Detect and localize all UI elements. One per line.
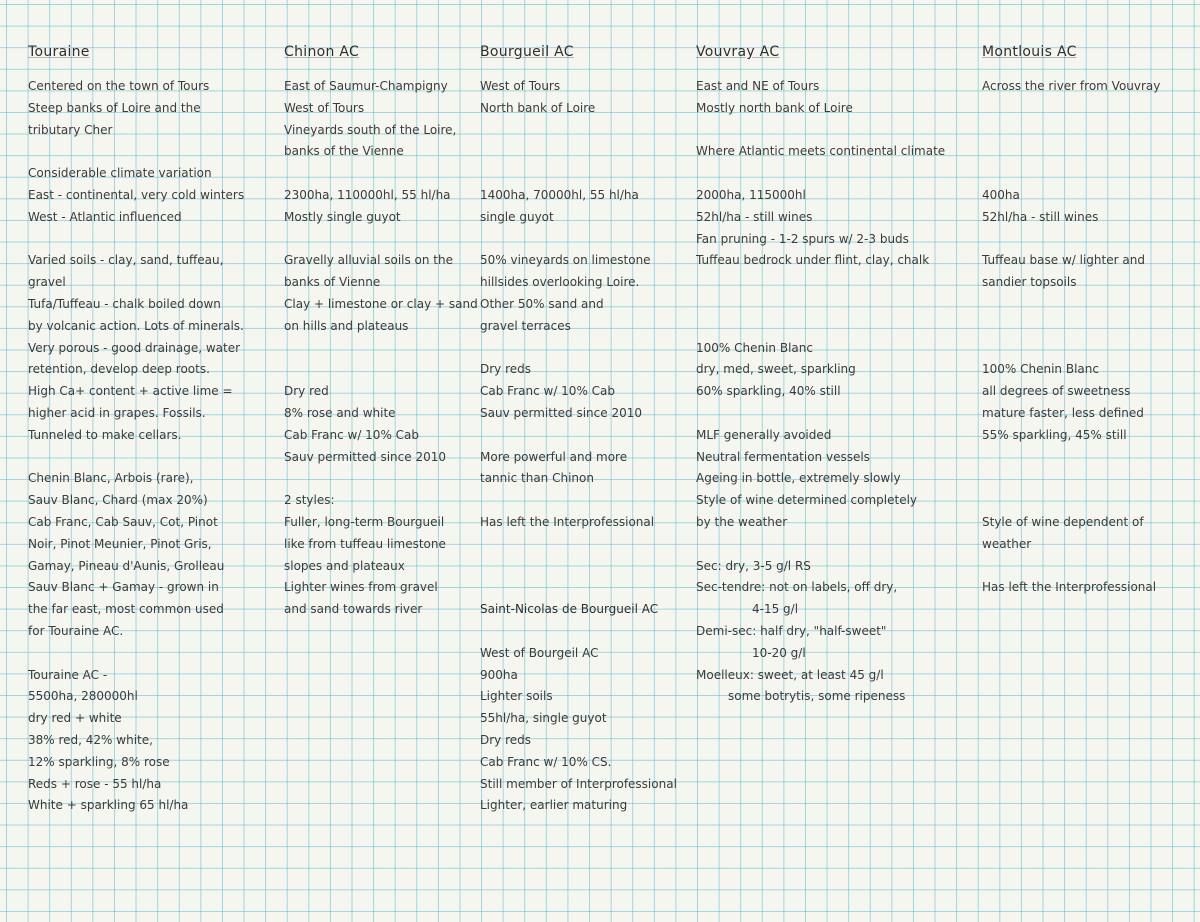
note-line: Demi-sec: half dry, "half-sweet" [696, 623, 887, 638]
note-line: Neutral fermentation vessels [696, 449, 870, 464]
note-block [284, 490, 474, 621]
note-line: 55% sparkling, 45% still [982, 427, 1127, 442]
note-block [982, 250, 1182, 294]
note-line: East of Saumur-Champigny [284, 79, 448, 93]
column-title: Chinon AC [284, 44, 360, 60]
note-line: mature faster, less defined [982, 405, 1144, 420]
note-block [480, 250, 690, 337]
note-line: Has left the Interprofessional [480, 514, 655, 529]
note-line: some botrytis, some ripeness [728, 689, 906, 704]
note-line: Across the river from Vouvray [982, 79, 1161, 93]
note-line: 2000ha, 115000hl [696, 187, 806, 202]
note-line: Other 50% sand and [480, 296, 604, 311]
note-block-sweetness [696, 556, 972, 709]
note-line: Fan pruning - 1-2 spurs w/ 2-3 buds [696, 231, 909, 246]
column-title: Vouvray AC [696, 44, 780, 60]
note-line: 2 styles: [284, 493, 335, 508]
note-line: slopes and plateaux [284, 558, 405, 573]
note-line: Cab Franc w/ 10% CS. [480, 754, 612, 769]
note-line: 4-15 g/l [752, 602, 799, 617]
note-line: Touraine AC - [28, 667, 108, 682]
note-line: Dry reds [480, 362, 532, 377]
note-line: dry, med, sweet, sparkling [696, 362, 856, 377]
note-line: and sand towards river [284, 602, 423, 617]
note-block [284, 185, 474, 229]
note-line: West of Bourgeil AC [480, 645, 599, 660]
note-line: MLF generally avoided [696, 427, 832, 442]
note-line: Sec: dry, 3-5 g/l RS [696, 558, 811, 573]
note-block [696, 76, 972, 120]
note-block-saint-nicolas [480, 599, 690, 817]
note-line: gravel [28, 275, 66, 290]
note-line: Lighter soils [480, 689, 553, 704]
note-block [284, 76, 474, 163]
note-line: all degrees of sweetness [982, 384, 1131, 399]
note-block [28, 163, 278, 228]
note-line: higher acid in grapes. Fossils. [28, 405, 206, 420]
note-line: 1400ha, 70000hl, 55 hl/ha [480, 187, 639, 202]
note-block [982, 577, 1182, 599]
note-line: single guyot [480, 209, 554, 224]
column-title: Touraine [28, 44, 90, 60]
note-block [982, 512, 1182, 556]
note-line: East - continental, very cold winters [28, 187, 245, 202]
note-block [982, 76, 1182, 98]
column-chinon [284, 44, 478, 621]
note-line: Lighter wines from gravel [284, 580, 438, 595]
note-line: Sauv permitted since 2010 [284, 449, 446, 464]
note-line: 400ha [982, 187, 1020, 202]
note-line: 12% sparkling, 8% rose [28, 754, 170, 769]
note-line: Where Atlantic meets continental climate [696, 144, 946, 159]
note-block [696, 425, 972, 534]
note-line: Cab Franc w/ 10% Cab [284, 427, 420, 442]
note-line: Lighter, earlier maturing [480, 798, 628, 813]
note-line: Style of wine determined completely [696, 493, 918, 508]
note-line: banks of Vienne [284, 275, 381, 290]
note-line: Sauv Blanc + Gamay - grown in [28, 580, 219, 595]
note-line: Dry red [284, 384, 329, 399]
note-line: 8% rose and white [284, 405, 396, 420]
note-line: Tuffeau base w/ lighter and [982, 253, 1145, 268]
note-line: Reds + rose - 55 hl/ha [28, 776, 162, 791]
note-line: Noir, Pinot Meunier, Pinot Gris, [28, 536, 212, 551]
note-line: 52hl/ha - still wines [982, 209, 1099, 224]
note-block [480, 359, 690, 424]
note-line: Clay + limestone or clay + sand [284, 296, 478, 311]
note-block [480, 512, 690, 534]
note-line: 100% Chenin Blanc [696, 340, 813, 355]
note-line: like from tuffeau limestone [284, 536, 446, 551]
note-line: by the weather [696, 514, 788, 529]
note-line: on hills and plateaus [284, 318, 409, 333]
note-block [982, 185, 1182, 229]
note-line: hillsides overlooking Loire. [480, 275, 640, 290]
note-line: 5500ha, 280000hl [28, 689, 138, 704]
note-line: tributary Cher [28, 122, 113, 137]
note-block [284, 381, 474, 468]
note-line: 60% sparkling, 40% still [696, 384, 841, 399]
note-line: Style of wine dependent of [982, 514, 1144, 529]
note-block [480, 76, 690, 120]
note-line: Ageing in bottle, extremely slowly [696, 471, 901, 486]
note-line: High Ca+ content + active lime = [28, 384, 233, 399]
note-line: 50% vineyards on limestone [480, 253, 651, 268]
note-line: Moelleux: sweet, at least 45 g/l [696, 667, 884, 682]
note-line: 100% Chenin Blanc [982, 362, 1099, 377]
note-line: Dry reds [480, 732, 532, 747]
note-block [696, 141, 972, 163]
note-line: weather [982, 536, 1032, 551]
note-line: Varied soils - clay, sand, tuffeau, [28, 253, 224, 268]
note-line: Steep banks of Loire and the [28, 100, 201, 115]
column-title: Bourgueil AC [480, 44, 574, 60]
note-line: Tunneled to make cellars. [28, 427, 182, 442]
note-line: Still member of Interprofessional [480, 776, 677, 791]
note-line: the far east, most common used [28, 602, 224, 617]
note-line: West - Atlantic influenced [28, 209, 182, 224]
note-line: 10-20 g/l [752, 645, 806, 660]
note-line: Has left the Interprofessional [982, 580, 1157, 595]
note-line: Very porous - good drainage, water [28, 340, 241, 355]
note-line: Sec-tendre: not on labels, off dry, [696, 580, 898, 595]
column-bourgueil [480, 44, 690, 817]
note-line: North bank of Loire [480, 100, 596, 115]
note-line: More powerful and more [480, 449, 628, 464]
note-line: West of Tours [284, 100, 365, 115]
note-line: Mostly north bank of Loire [696, 100, 853, 115]
note-line: Sauv Blanc, Chard (max 20%) [28, 493, 208, 508]
column-title: Montlouis AC [982, 44, 1077, 60]
section-subtitle: Saint-Nicolas de Bourgueil AC [480, 602, 659, 617]
note-line: Considerable climate variation [28, 166, 212, 181]
note-block [696, 185, 972, 272]
note-line: banks of the Vienne [284, 144, 404, 159]
note-block [28, 76, 278, 141]
note-line: Tuffeau bedrock under flint, clay, chalk [696, 253, 930, 268]
note-line: Cab Franc w/ 10% Cab [480, 384, 616, 399]
note-line: Chenin Blanc, Arbois (rare), [28, 471, 194, 486]
note-line: 2300ha, 110000hl, 55 hl/ha [284, 187, 451, 202]
note-line: Mostly single guyot [284, 209, 401, 224]
note-line: gravel terraces [480, 318, 571, 333]
note-block [480, 185, 690, 229]
note-line: Sauv permitted since 2010 [480, 405, 642, 420]
note-line: for Touraine AC. [28, 623, 124, 638]
column-montlouis [982, 44, 1182, 599]
note-line: White + sparkling 65 hl/ha [28, 798, 189, 813]
note-line: Cab Franc, Cab Sauv, Cot, Pinot [28, 514, 218, 529]
note-line: dry red + white [28, 711, 122, 726]
note-block [284, 250, 478, 337]
note-line: 55hl/ha, single guyot [480, 711, 607, 726]
note-block [696, 338, 972, 403]
note-line: retention, develop deep roots. [28, 362, 210, 377]
column-vouvray [696, 44, 972, 708]
note-line: tannic than Chinon [480, 471, 594, 486]
note-line: Gamay, Pineau d'Aunis, Grolleau [28, 558, 225, 573]
note-block [28, 250, 278, 446]
note-line: West of Tours [480, 79, 561, 93]
note-block [982, 359, 1182, 446]
note-line: Vineyards south of the Loire, [284, 122, 457, 137]
note-line: East and NE of Tours [696, 79, 820, 93]
note-line: Fuller, long-term Bourgueil [284, 514, 445, 529]
column-touraine [28, 44, 278, 817]
note-line: Tufa/Tuffeau - chalk boiled down [28, 296, 221, 311]
note-line: sandier topsoils [982, 275, 1077, 290]
note-line: 52hl/ha - still wines [696, 209, 813, 224]
note-line: Centered on the town of Tours [28, 79, 210, 93]
note-line: 38% red, 42% white, [28, 732, 153, 747]
note-line: Gravelly alluvial soils on the [284, 253, 454, 268]
note-line: by volcanic action. Lots of minerals. [28, 318, 244, 333]
note-block [480, 447, 690, 491]
note-block [28, 665, 278, 818]
note-block [28, 468, 278, 642]
note-line: 900ha [480, 667, 518, 682]
